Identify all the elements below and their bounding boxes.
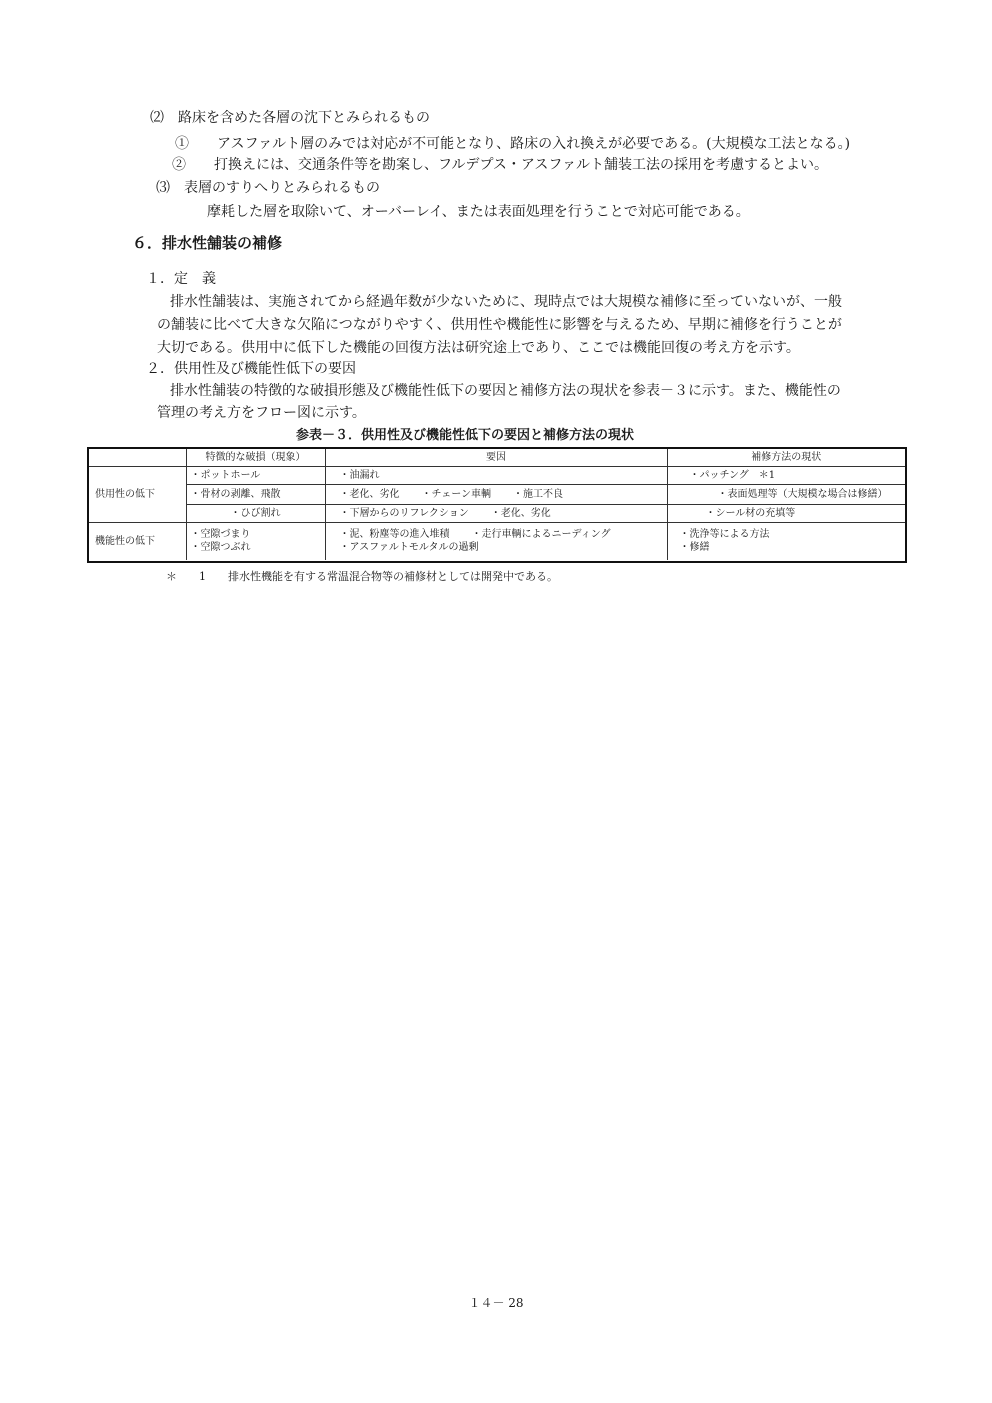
cause-dust-accumulation: ・泥、粉塵等の進入堆積 <box>339 529 450 541</box>
damage-function-cell <box>186 523 325 560</box>
section6-heading: ６．排水性舗装の補修 <box>132 234 283 252</box>
damage-pothole: ・ポットホール <box>186 467 325 485</box>
cause-aging: ・老化、劣化 <box>339 489 400 500</box>
sub1-title: １．定 義 <box>146 271 216 287</box>
repair-function-cell <box>667 523 905 560</box>
cause-reflection: ・下層からのリフレクション <box>339 508 469 519</box>
category-function: 機能性の低下 <box>89 523 186 560</box>
table-footnote: ＊ 1 排水性機能を有する常温混合物等の補修材としては開発中である。 <box>166 570 558 583</box>
cause-oil-leak: ・油漏れ <box>325 467 667 485</box>
cause-function-line1 <box>340 528 663 541</box>
cause-excess-mortar: ・アスファルトモルタルの過剰 <box>339 542 479 554</box>
damage-cracking: ・ひび割れ <box>186 505 325 523</box>
repair-sealant: ・シール材の充填等 <box>667 505 905 523</box>
repair-surface-treatment: ・表面処理等（大規模な場合は修繕） <box>667 485 905 505</box>
category-serviceability: 供用性の低下 <box>89 467 186 523</box>
header-blank <box>89 449 186 467</box>
cause-reflection-aging <box>325 505 667 523</box>
item2-sub2: ② 打換えには、交通条件等を勘案し、フルデプス・アスファルト舗装工法の採用を考慮するとよい。 <box>172 157 829 173</box>
item3-title: ⑶ 表層のすりへりとみられるもの <box>156 180 380 196</box>
cause-function-cell <box>325 523 667 560</box>
sub1-line1: 排水性舗装は、実施されてから経過年数が少ないために、現時点では大規模な補修に至っていないが、一般 <box>170 294 842 310</box>
cause-aging-chains-construction <box>325 485 667 505</box>
table-row <box>89 485 905 505</box>
repair-cleaning: ・洗浄等による方法 <box>679 529 770 541</box>
cause-poor-construction: ・施工不良 <box>513 489 563 500</box>
sub1-line3: 大切である。供用中に低下した機能の回復方法は研究途上であり、ここでは機能回復の考え方を示す。 <box>157 340 800 356</box>
sub1-line2: の舗装に比べて大きな欠陥につながりやすく、供用性や機能性に影響を与えるため、早期に補修を行うことが <box>157 317 842 333</box>
cause-kneading: ・走行車輌によるニーディング <box>471 529 611 541</box>
repair-patching: ・パッチング ＊1 <box>667 467 905 485</box>
table-header-row <box>89 449 905 467</box>
item2-sub1: ① アスファルト層のみでは対応が不可能となり、路床の入れ換えが必要である。(大規模な工法となる。) <box>175 136 851 152</box>
sub2-line1: 排水性舗装の特徴的な破損形態及び機能性低下の要因と補修方法の現状を参表－３に示す。また、機能性の <box>170 383 841 399</box>
table-row <box>89 467 905 485</box>
table-row <box>89 505 905 523</box>
table-caption: 参表－３．供用性及び機能性低下の要因と補修方法の現状 <box>296 428 635 443</box>
damage-aggregate-ravelling: ・骨材の剥離、飛散 <box>186 485 325 505</box>
repair-rehabilitation: ・修繕 <box>679 542 710 554</box>
table-row <box>89 523 905 560</box>
page-number: １４－ 28 <box>468 1296 524 1310</box>
factors-table <box>87 447 907 563</box>
item2-title: ⑵ 路床を含めた各層の沈下とみられるもの <box>150 110 430 126</box>
sub2-line2: 管理の考え方をフロー図に示す。 <box>157 405 366 421</box>
damage-void-clogging: ・空隙づまり <box>190 529 251 541</box>
sub2-title: ２．供用性及び機能性低下の要因 <box>146 361 356 377</box>
cause-aging-2: ・老化、劣化 <box>490 508 551 519</box>
header-damage: 特徴的な破損（現象） <box>186 449 325 467</box>
header-repair: 補修方法の現状 <box>667 449 905 467</box>
cause-chain-vehicles: ・チェーン車輌 <box>421 489 491 500</box>
damage-void-crushing: ・空隙つぶれ <box>190 542 251 554</box>
item3-text: 摩耗した層を取除いて、オーバーレイ、または表面処理を行うことで対応可能である。 <box>207 204 750 220</box>
header-cause: 要因 <box>325 449 667 467</box>
